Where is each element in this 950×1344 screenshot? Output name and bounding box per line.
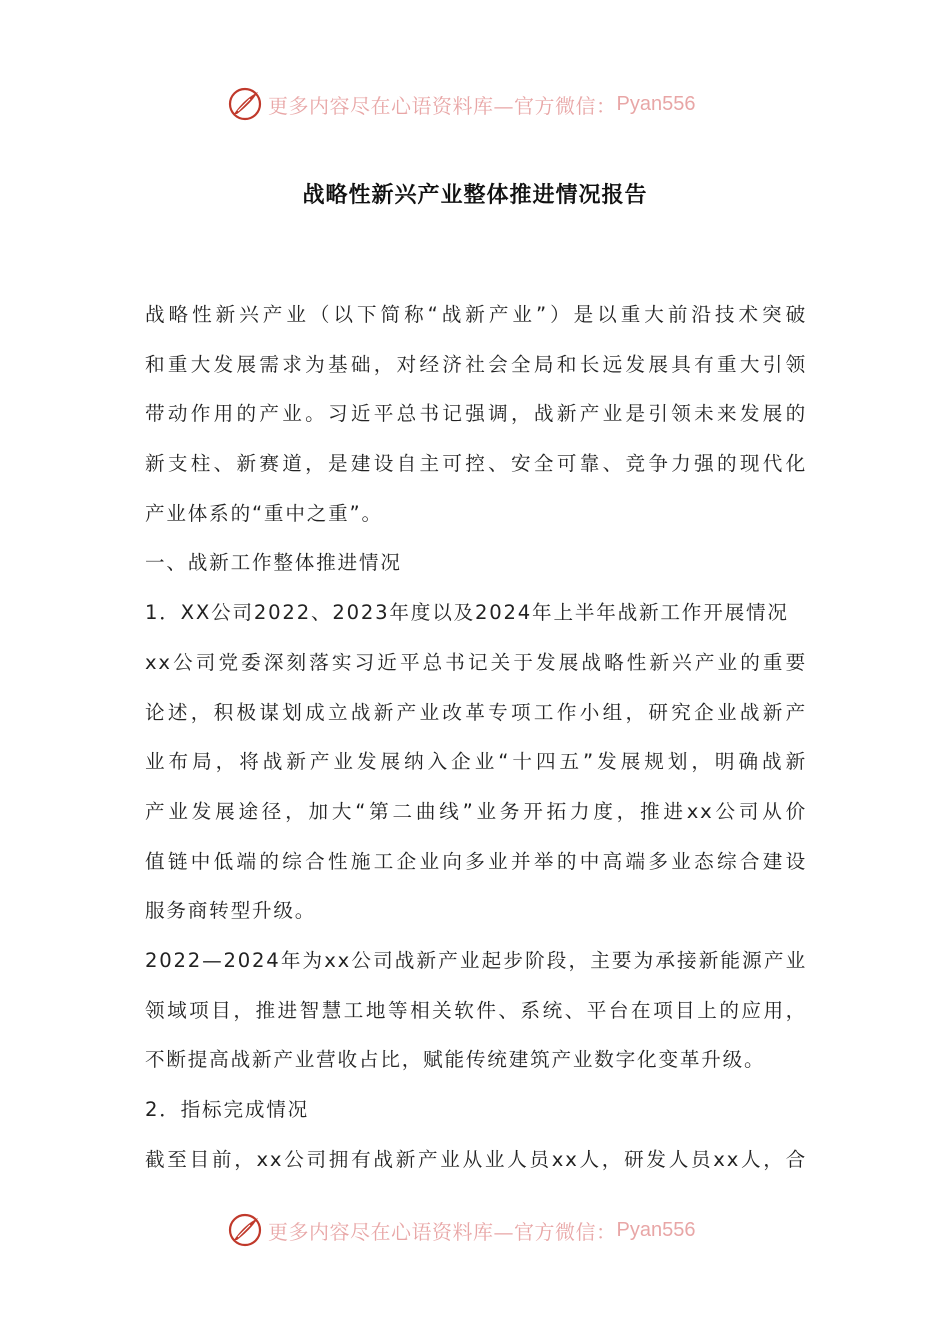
- section-heading: 一、战新工作整体推进情况: [145, 551, 402, 575]
- body-line: 和重大发展需求为基础，对经济社会全局和长远发展具有重大引领: [145, 352, 807, 376]
- body-line: 服务商转型升级。: [145, 899, 317, 923]
- document-title: 战略性新兴产业整体推进情况报告: [302, 183, 648, 208]
- quill-logo-icon: [228, 1213, 262, 1247]
- body-line: xx公司党委深刻落实习近平总书记关于发展战略性新兴产业的重要: [145, 650, 807, 674]
- body-line: 值链中低端的综合性施工企业向多业并举的中高端多业态综合建设: [145, 849, 807, 873]
- watermark-text: 更多内容尽在心语资料库—官方微信：: [268, 93, 617, 118]
- body-line: 带动作用的产业。习近平总书记强调，战新产业是引领未来发展的: [145, 402, 807, 426]
- document-body: [145, 295, 807, 1189]
- body-line: 战略性新兴产业（以下简称“战新产业”）是以重大前沿技术突破: [145, 303, 807, 326]
- watermark-wechat-id: Pyan556: [616, 92, 696, 115]
- body-line: 领域项目，推进智慧工地等相关软件、系统、平台在项目上的应用，: [145, 998, 807, 1022]
- watermark-text: 更多内容尽在心语资料库—官方微信：: [268, 1219, 617, 1244]
- body-line: 2022—2024年为xx公司战新产业起步阶段，主要为承接新能源产业: [145, 948, 807, 972]
- subsection-heading: 2．指标完成情况: [145, 1098, 310, 1121]
- body-line: 不断提高战新产业营收占比，赋能传统建筑产业数字化变革升级。: [145, 1048, 766, 1072]
- footer-watermark: [228, 1210, 695, 1250]
- body-line: 截至目前，xx公司拥有战新产业从业人员xx人，研发人员xx人，合: [145, 1147, 807, 1171]
- subsection-heading: 1．XX公司2022、2023年度以及2024年上半年战新工作开展情况: [145, 601, 789, 625]
- body-line: 新支柱、新赛道，是建设自主可控、安全可靠、竞争力强的现代化: [145, 452, 807, 476]
- body-line: 产业体系的“重中之重”。: [145, 501, 383, 525]
- body-line: 业布局，将战新产业发展纳入企业“十四五”发展规划，明确战新: [145, 750, 807, 774]
- header-watermark: [228, 84, 695, 124]
- body-line: 产业发展途径，加大“第二曲线”业务开拓力度，推进xx公司从价: [145, 799, 807, 823]
- quill-logo-icon: [228, 87, 262, 121]
- watermark-wechat-id: Pyan556: [616, 1218, 696, 1241]
- body-line: 论述，积极谋划成立战新产业改革专项工作小组，研究企业战新产: [145, 700, 807, 724]
